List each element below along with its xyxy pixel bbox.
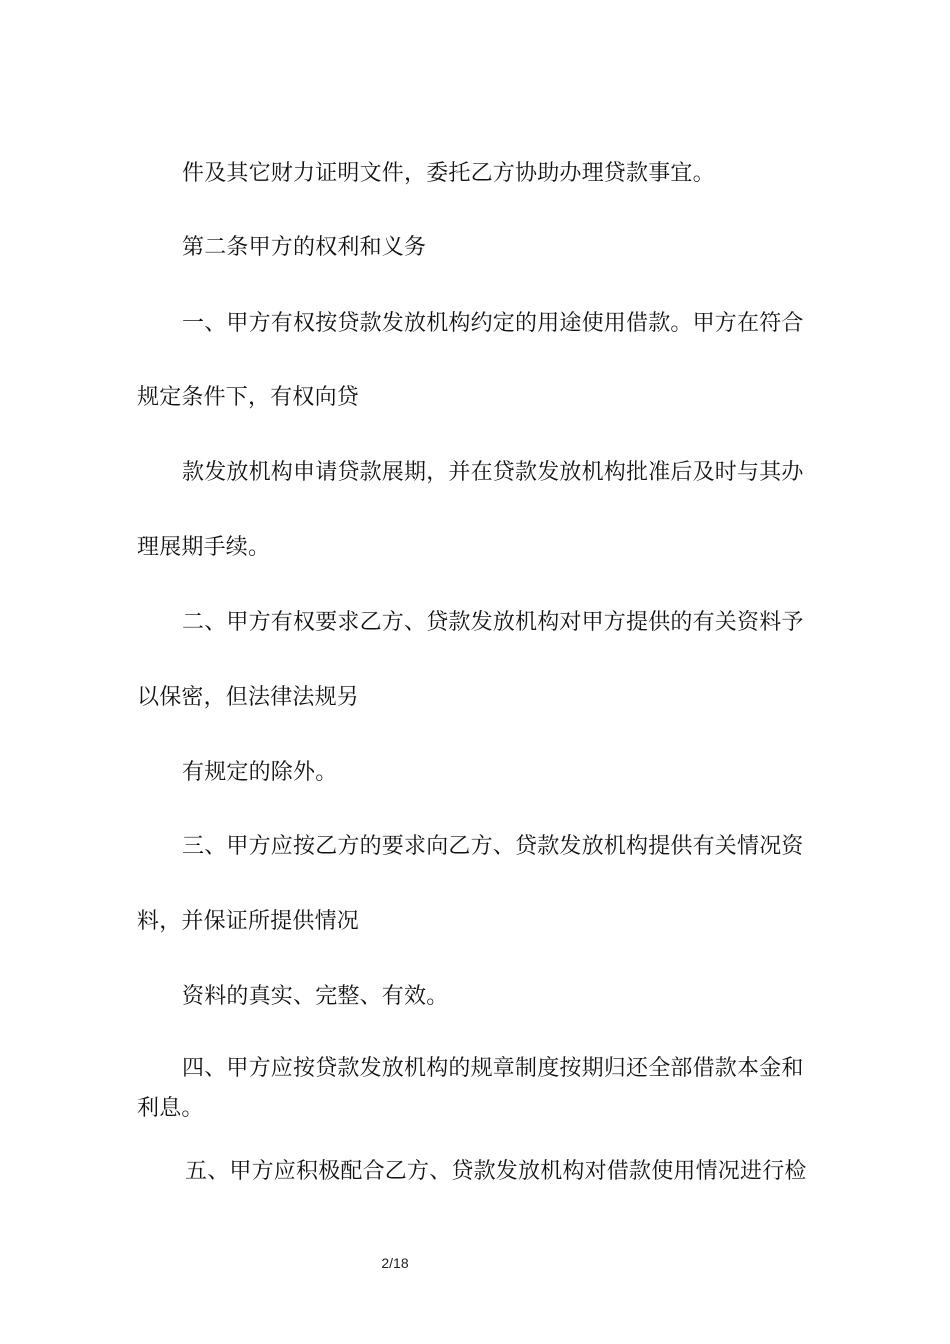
page-number: 2/18 [381,1255,409,1271]
text-line-6: 理展期手续。 [137,535,271,560]
section-heading-article-2: 第二条甲方的权利和义务 [182,235,427,260]
text-line-14: 利息。 [137,1096,204,1121]
text-line-3: 一、甲方有权按贷款发放机构约定的用途使用借款。甲方在符合 [182,311,804,336]
text-line-15: 五、甲方应积极配合乙方、贷款发放机构对借款使用情况进行检 [185,1159,807,1184]
text-line-13: 四、甲方应按贷款发放机构的规章制度按期归还全部借款本金和 [182,1056,804,1081]
text-line-11: 料，并保证所提供情况 [137,909,360,934]
text-line-7: 二、甲方有权要求乙方、贷款发放机构对甲方提供的有关资料予 [182,610,804,635]
text-line-5: 款发放机构申请贷款展期，并在贷款发放机构批准后及时与其办 [182,460,804,485]
text-line-12: 资料的真实、完整、有效。 [182,984,449,1009]
text-line-10: 三、甲方应按乙方的要求向乙方、贷款发放机构提供有关情况资 [182,834,804,859]
text-line-4: 规定条件下，有权向贷 [137,385,360,410]
text-line-1: 件及其它财力证明文件，委托乙方协助办理贷款事宜。 [182,161,715,186]
text-line-9: 有规定的除外。 [182,760,338,785]
text-line-8: 以保密，但法律法规另 [137,685,360,710]
